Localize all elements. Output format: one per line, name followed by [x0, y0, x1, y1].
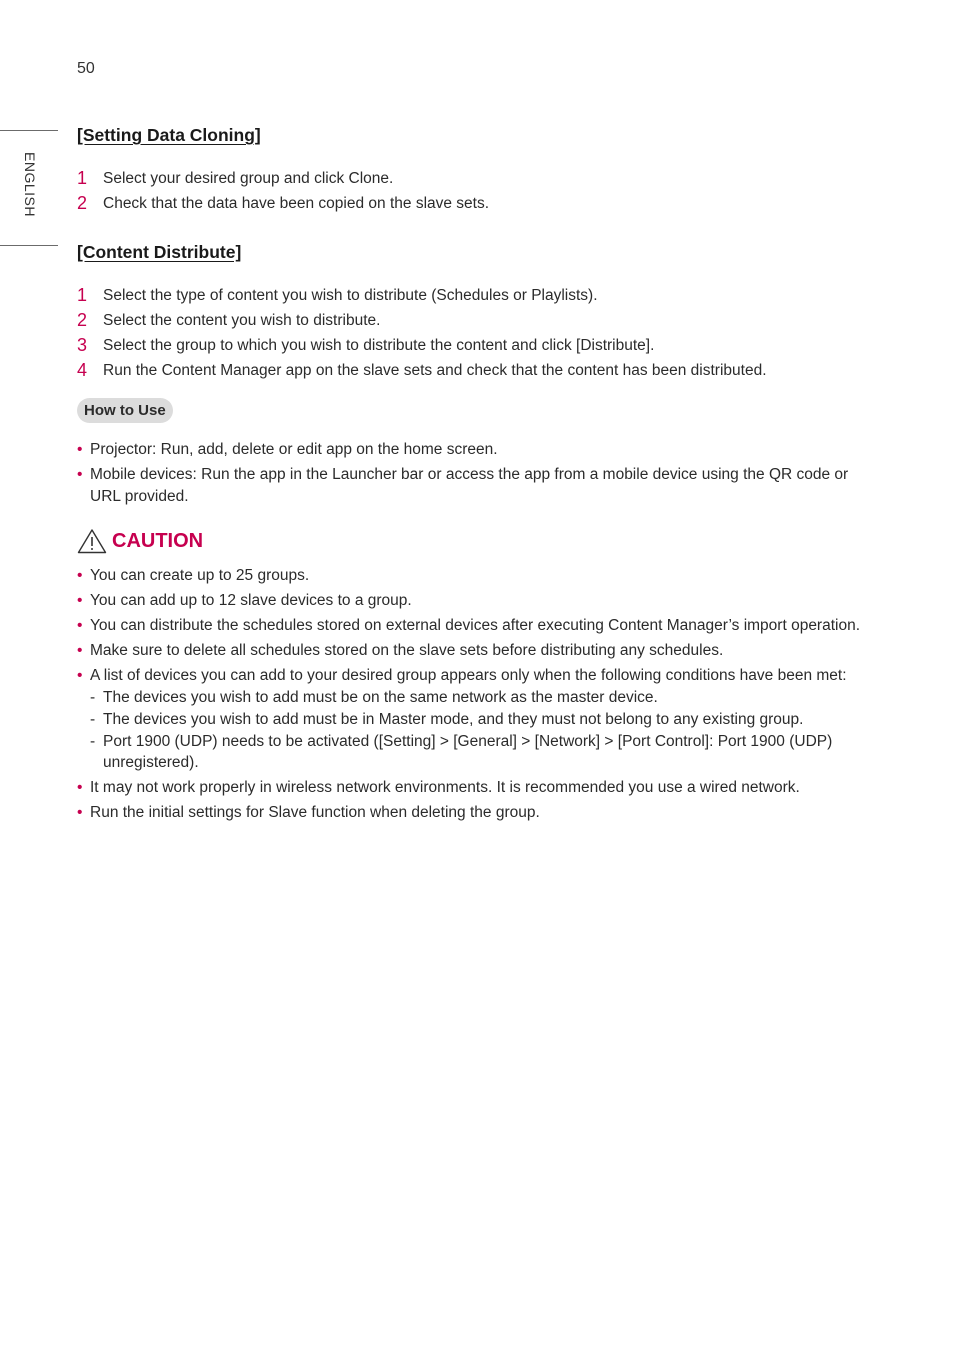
- list-item-text: A list of devices you can add to your desired group appears only when the following conditions have been met:: [90, 667, 847, 684]
- caution-label: CAUTION: [112, 529, 204, 552]
- bullet-icon: •: [77, 667, 83, 684]
- caution-heading: [77, 528, 203, 554]
- step-text: Select the type of content you wish to distribute (Schedules or Playlists).: [103, 287, 598, 304]
- step-item: [77, 358, 897, 383]
- list-item-text: Mobile devices: Run the app in the Launcher bar or access the app from a mobile device using the QR code or URL provided.: [90, 466, 849, 505]
- list-item-text: It may not work properly in wireless network environments. It is recommended you use a wired network.: [90, 779, 800, 796]
- list-item-text: Run the initial settings for Slave function when deleting the group.: [90, 804, 540, 821]
- step-item: [77, 333, 897, 358]
- section-title-setting-data-cloning: [Setting Data Cloning]: [77, 125, 261, 145]
- bullet-icon: •: [77, 804, 83, 821]
- sub-list-item-text: Port 1900 (UDP) needs to be activated ([Setting] > [General] > [Network] > [Port Control]: Port 1900 (UDP) unregistered).: [103, 732, 833, 771]
- step-text: Select the content you wish to distribute.: [103, 312, 381, 329]
- list-item: [77, 777, 877, 799]
- dash-icon: -: [90, 732, 96, 750]
- bullet-icon: •: [77, 617, 83, 634]
- step-item: [77, 308, 897, 333]
- sub-list-item: [90, 709, 877, 731]
- bullet-icon: •: [77, 466, 83, 483]
- step-text: Run the Content Manager app on the slave sets and check that the content has been distributed.: [103, 362, 767, 379]
- conditions-sublist: [90, 687, 877, 774]
- page-number: 50: [77, 60, 95, 77]
- warning-triangle-icon: [77, 528, 107, 554]
- side-rule-top: [0, 130, 58, 131]
- side-rule-bottom: [0, 245, 58, 246]
- setting-data-cloning-steps: [77, 166, 897, 216]
- sub-list-item: [90, 687, 877, 709]
- step-item: [77, 191, 897, 216]
- bullet-icon: •: [77, 779, 83, 796]
- list-item: [77, 439, 877, 461]
- list-item: [77, 590, 877, 612]
- sub-list-item-text: The devices you wish to add must be in Master mode, and they must not belong to any existing group.: [103, 710, 804, 728]
- step-number: 1: [77, 285, 88, 305]
- list-item: [77, 665, 877, 774]
- content-distribute-steps: [77, 283, 897, 383]
- step-text: Select your desired group and click Clone.: [103, 170, 394, 187]
- step-item: [77, 166, 897, 191]
- step-text: Check that the data have been copied on the slave sets.: [103, 195, 490, 212]
- how-to-use-list: [77, 439, 877, 511]
- list-item-text: You can add up to 12 slave devices to a group.: [90, 592, 412, 609]
- list-item: [77, 565, 877, 587]
- bullet-icon: •: [77, 567, 83, 584]
- list-item: [77, 615, 877, 637]
- list-item: [77, 640, 877, 662]
- language-side-tab: ENGLISH: [22, 152, 38, 217]
- step-number: 3: [77, 335, 88, 355]
- list-item-text: Projector: Run, add, delete or edit app on the home screen.: [90, 441, 498, 458]
- sub-list-item: [90, 731, 877, 774]
- list-item: [77, 464, 877, 507]
- step-number: 4: [77, 360, 88, 380]
- sub-list-item-text: The devices you wish to add must be on the same network as the master device.: [103, 688, 658, 706]
- list-item-text: You can create up to 25 groups.: [90, 567, 310, 584]
- how-to-use-badge: How to Use: [77, 398, 173, 423]
- caution-list: [77, 565, 877, 827]
- bullet-icon: •: [77, 592, 83, 609]
- bullet-icon: •: [77, 642, 83, 659]
- step-number: 2: [77, 310, 88, 330]
- step-item: [77, 283, 897, 308]
- list-item-text: You can distribute the schedules stored on external devices after executing Content Manager’s import operation.: [90, 617, 861, 634]
- step-number: 2: [77, 193, 88, 213]
- list-item: [77, 802, 877, 824]
- dash-icon: -: [90, 688, 96, 706]
- list-item-text: Make sure to delete all schedules stored on the slave sets before distributing any schedules.: [90, 642, 724, 659]
- step-text: Select the group to which you wish to distribute the content and click [Distribute].: [103, 337, 655, 354]
- dash-icon: -: [90, 710, 96, 728]
- section-title-content-distribute: [Content Distribute]: [77, 242, 242, 262]
- step-number: 1: [77, 168, 88, 188]
- bullet-icon: •: [77, 441, 83, 458]
